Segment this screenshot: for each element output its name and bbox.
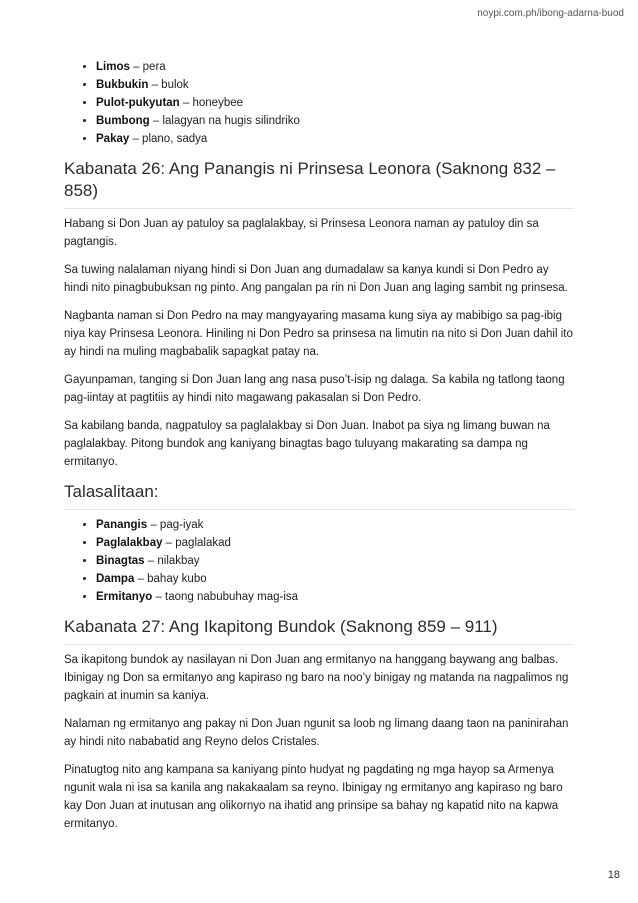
list-item xyxy=(96,76,574,94)
paragraph: Sa tuwing nalalaman niyang hindi si Don Juan ang dumadalaw sa kanya kundi si Don Pedro ay hindi nito pinagbubuksan ng pinto. Ang pangalan pa rin ni Don Juan ang laging sambit ng prinsesa. xyxy=(64,264,568,294)
list-item xyxy=(96,130,574,148)
term-definition: – pag-iyak xyxy=(147,519,204,531)
list-item xyxy=(96,570,574,588)
source-url: noypi.com.ph/ibong-adarna-buod xyxy=(477,8,624,19)
term-definition: – bulok xyxy=(148,79,189,91)
paragraph: Habang si Don Juan ay patuloy sa paglalakbay, si Prinsesa Leonora naman ay patuloy din sa pagtangis. xyxy=(64,218,539,248)
paragraph: Sa kabilang banda, nagpatuloy sa paglalakbay si Don Juan. Inabot pa siya ng limang buwan na paglalakbay. Pitong bundok ang kaniyang binagtas bago tuluyang makarating sa dampa ng ermitanyo. xyxy=(64,420,550,468)
chapter-27-heading: Kabanata 27: Ang Ikapitong Bundok (Saknong 859 – 911) xyxy=(64,616,574,645)
term-word: Dampa xyxy=(96,573,135,585)
page-number: 18 xyxy=(607,869,620,881)
paragraph: Nalaman ng ermitanyo ang pakay ni Don Juan ngunit sa loob ng limang daang taon na paninirahan ay hindi nito nababatid ang Reyno delos Cristales. xyxy=(64,718,569,748)
term-definition: – nilakbay xyxy=(144,555,200,567)
term-definition: – honeybee xyxy=(179,97,244,109)
list-item xyxy=(96,588,574,606)
term-word: Pulot-pukyutan xyxy=(96,97,180,109)
list-item xyxy=(96,94,574,112)
term-list-top xyxy=(64,58,574,148)
term-definition: – plano, sadya xyxy=(129,133,208,145)
term-word: Limos xyxy=(96,61,130,73)
paragraph: Nagbanta naman si Don Pedro na may mangyayaring masama kung siya ay mabibigo sa pag-ibig niya kay Prinsesa Leonora. Hiniling ni Don Pedro sa prinsesa na limutin na nito si Don Juan dahil ito ay hindi na muling magbabalik sapagkat patay na. xyxy=(64,310,573,358)
term-word: Bumbong xyxy=(96,115,150,127)
term-word: Bukbukin xyxy=(96,79,149,91)
list-item xyxy=(96,58,574,76)
paragraph: Sa ikapitong bundok ay nasilayan ni Don Juan ang ermitanyo na hanggang baywang ang balbas. Ibinigay ng Don sa ermitanyo ang kapiraso ng baro na noo’y binigay ng matanda na nagpalimos ng pagkain at inumin sa kaniya. xyxy=(64,654,569,702)
list-item xyxy=(96,552,574,570)
document-body xyxy=(64,58,574,843)
term-definition: – lalagyan na hugis silindriko xyxy=(149,115,300,127)
term-definition: – bahay kubo xyxy=(134,573,207,585)
term-definition: – pera xyxy=(129,61,166,73)
term-word: Paglalakbay xyxy=(96,537,163,549)
term-word: Pakay xyxy=(96,133,130,145)
chapter-26-heading: Kabanata 26: Ang Panangis ni Prinsesa Leonora (Saknong 832 – 858) xyxy=(64,158,574,209)
term-definition: – paglalakad xyxy=(162,537,231,549)
term-definition: – taong nabubuhay mag-isa xyxy=(152,591,299,603)
term-word: Binagtas xyxy=(96,555,145,567)
paragraph: Gayunpaman, tanging si Don Juan lang ang nasa puso’t-isip ng dalaga. Sa kabila ng tatlong taong pag-iintay at pagtitiis ay hindi nito magawang pakasalan si Don Pedro. xyxy=(64,374,565,404)
term-word: Panangis xyxy=(96,519,148,531)
vocabulary-heading: Talasalitaan: xyxy=(64,481,574,510)
list-item xyxy=(96,516,574,534)
list-item xyxy=(96,534,574,552)
list-item xyxy=(96,112,574,130)
paragraph: Pinatugtog nito ang kampana sa kaniyang pinto hudyat ng pagdating ng mga hayop sa Armenya ngunit wala ni isa sa kanila ang nakakaalam sa reyno. Ibinigay ng ermitanyo ang kapiraso ng baro kay Don Juan at inutusan ang olikornyo na ihatid ang prinsipe sa bahay ng kapatid nito na kapwa ermitanyo. xyxy=(64,764,563,830)
term-word: Ermitanyo xyxy=(96,591,153,603)
vocabulary-list xyxy=(64,516,574,606)
